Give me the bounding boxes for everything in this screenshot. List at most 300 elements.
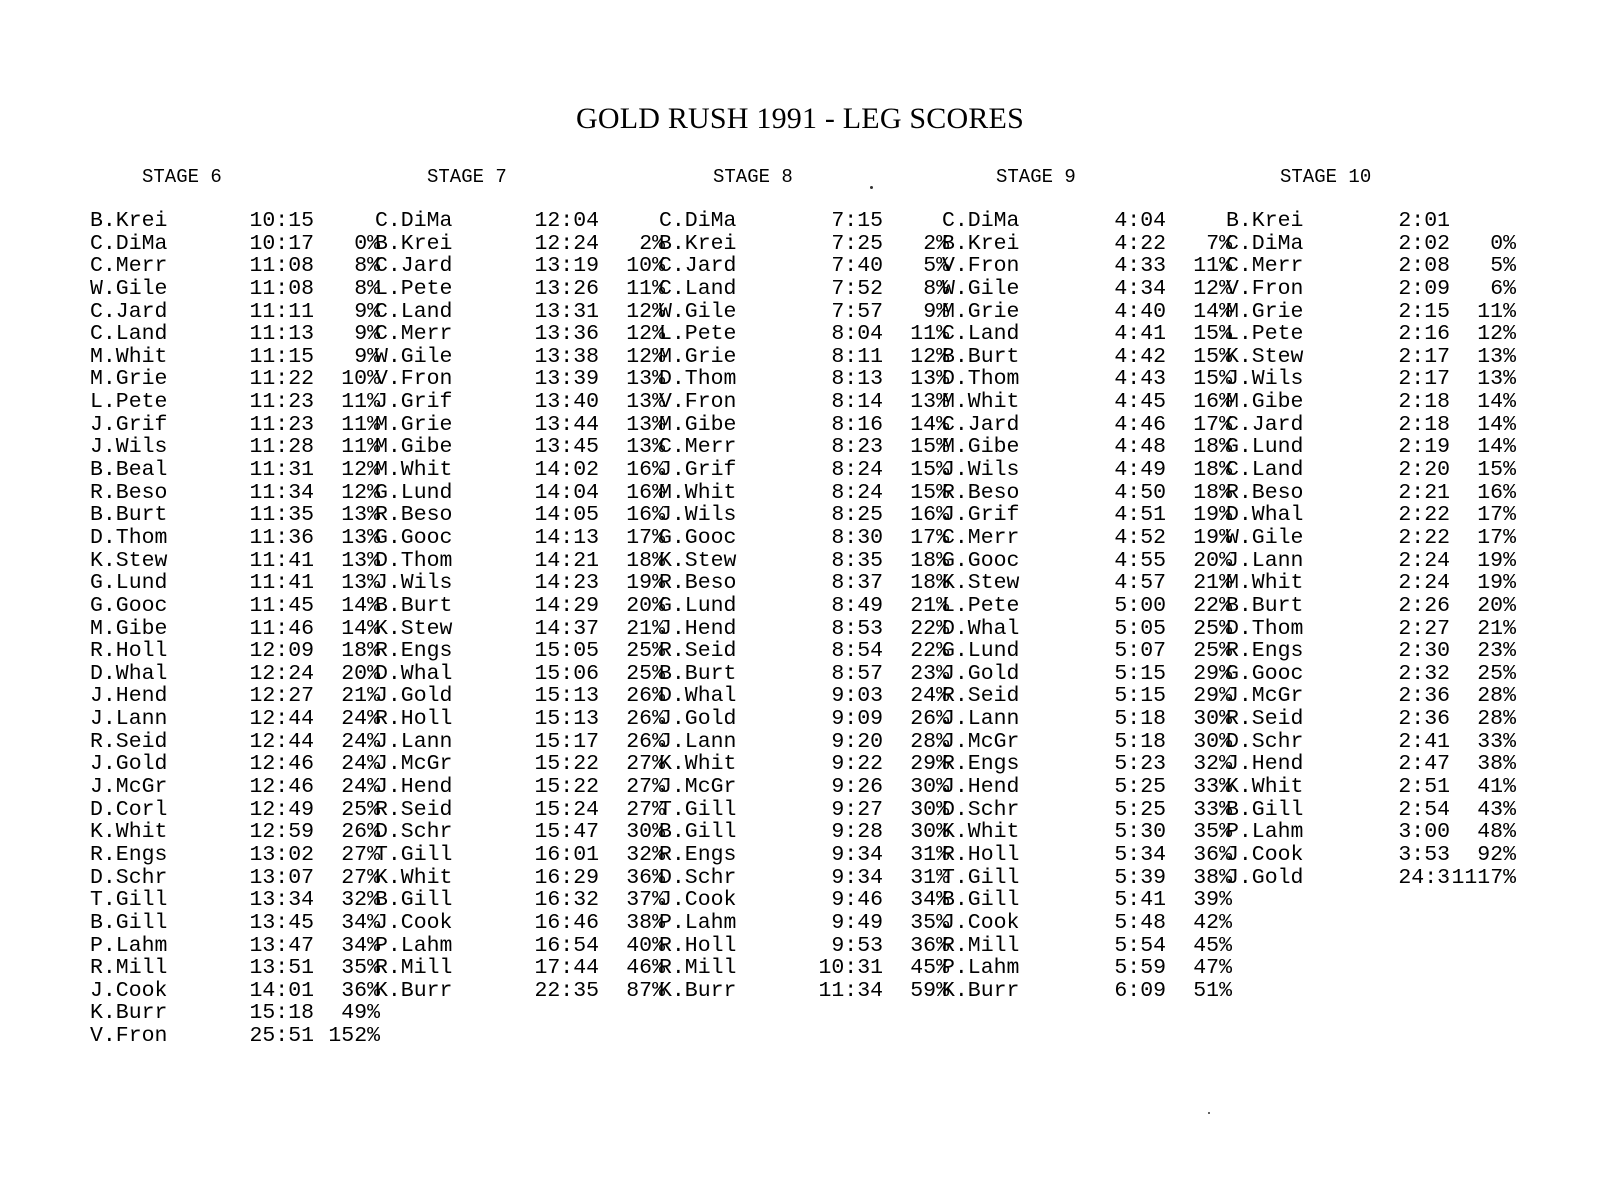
percent-behind: 21%	[1193, 571, 1232, 596]
competitor-name: R.Engs	[659, 842, 737, 867]
result-row	[1226, 753, 1516, 776]
competitor-name: K.Whit	[375, 865, 453, 890]
percent-behind: 17%	[1193, 412, 1232, 437]
leg-time: 15:06	[534, 661, 599, 686]
result-row	[942, 527, 1232, 550]
result-row	[942, 912, 1232, 935]
result-row	[659, 708, 949, 731]
competitor-name: B.Krei	[942, 231, 1020, 256]
leg-time: 11:46	[249, 616, 314, 641]
competitor-name: R.Beso	[90, 480, 168, 505]
result-row	[1226, 640, 1516, 663]
leg-time: 15:22	[534, 752, 599, 777]
leg-time: 16:32	[534, 888, 599, 913]
competitor-name: J.Wils	[90, 435, 168, 460]
competitor-name: B.Gill	[375, 888, 453, 913]
leg-time: 8:13	[831, 367, 883, 392]
competitor-name: B.Beal	[90, 458, 168, 483]
percent-behind: 35%	[341, 956, 380, 981]
result-row	[942, 708, 1232, 731]
competitor-name: C.DiMa	[375, 209, 453, 233]
percent-behind: 29%	[910, 752, 949, 777]
percent-behind: 13%	[1477, 367, 1516, 392]
percent-behind: 9%	[354, 299, 380, 324]
competitor-name: T.Gill	[375, 842, 453, 867]
leg-time: 2:02	[1398, 231, 1450, 256]
percent-behind: 14%	[910, 412, 949, 437]
result-row	[659, 618, 949, 641]
result-row	[942, 414, 1232, 437]
leg-time: 2:27	[1398, 616, 1450, 641]
competitor-name: J.Hend	[90, 684, 168, 709]
competitor-name: R.Engs	[942, 752, 1020, 777]
leg-time: 12:44	[249, 729, 314, 754]
percent-behind: 38%	[1477, 752, 1516, 777]
leg-time: 15:47	[534, 820, 599, 845]
stage-heading: STAGE 7	[427, 166, 507, 188]
result-row	[1226, 776, 1516, 799]
result-row	[375, 436, 665, 459]
percent-behind: 5%	[1490, 254, 1516, 279]
percent-behind: 27%	[626, 775, 665, 800]
leg-time: 11:34	[249, 480, 314, 505]
leg-time: 5:48	[1114, 910, 1166, 935]
percent-behind: 12%	[626, 322, 665, 347]
result-row	[1226, 414, 1516, 437]
leg-time: 16:46	[534, 910, 599, 935]
percent-behind: 11%	[341, 390, 380, 415]
stage-column	[375, 166, 665, 1003]
percent-behind: 13%	[341, 503, 380, 528]
percent-behind: 20%	[1477, 593, 1516, 618]
percent-behind: 28%	[910, 729, 949, 754]
leg-time: 4:55	[1114, 548, 1166, 573]
leg-time: 16:01	[534, 842, 599, 867]
competitor-name: K.Whit	[1226, 775, 1304, 800]
result-row	[1226, 867, 1516, 890]
result-row	[1226, 278, 1516, 301]
result-row	[942, 821, 1232, 844]
competitor-name: C.Jard	[90, 299, 168, 324]
leg-time: 8:49	[831, 593, 883, 618]
competitor-name: J.Hend	[659, 616, 737, 641]
result-row	[375, 935, 665, 958]
competitor-name: J.Gold	[90, 752, 168, 777]
result-row	[659, 459, 949, 482]
leg-time: 13:02	[249, 842, 314, 867]
result-row	[375, 799, 665, 822]
leg-time: 13:44	[534, 412, 599, 437]
percent-behind: 8%	[354, 276, 380, 301]
leg-time: 15:13	[534, 707, 599, 732]
result-row	[90, 210, 380, 233]
percent-behind: 47%	[1193, 956, 1232, 981]
result-row	[90, 301, 380, 324]
result-row	[375, 368, 665, 391]
leg-time: 2:17	[1398, 344, 1450, 369]
result-row	[659, 391, 949, 414]
result-row	[659, 957, 949, 980]
result-row	[1226, 799, 1516, 822]
result-row	[942, 255, 1232, 278]
result-row	[375, 346, 665, 369]
competitor-name: P.Lahm	[942, 956, 1020, 981]
leg-time: 13:07	[249, 865, 314, 890]
percent-behind: 16%	[626, 458, 665, 483]
competitor-name: B.Gill	[942, 888, 1020, 913]
result-row	[942, 233, 1232, 256]
percent-behind: 11%	[1193, 254, 1232, 279]
result-row	[1226, 210, 1516, 233]
leg-time: 9:49	[831, 910, 883, 935]
percent-behind: 34%	[341, 933, 380, 958]
leg-time: 14:05	[534, 503, 599, 528]
result-row	[90, 527, 380, 550]
percent-behind: 7%	[1206, 231, 1232, 256]
percent-behind: 31%	[910, 865, 949, 890]
percent-behind: 13%	[626, 367, 665, 392]
competitor-name: P.Lahm	[659, 910, 737, 935]
competitor-name: C.Land	[90, 322, 168, 347]
result-row	[659, 572, 949, 595]
percent-behind: 32%	[626, 842, 665, 867]
result-row	[90, 799, 380, 822]
percent-behind: 30%	[910, 797, 949, 822]
competitor-name: D.Thom	[1226, 616, 1304, 641]
result-row	[659, 663, 949, 686]
competitor-name: C.Jard	[659, 254, 737, 279]
stage-results-list	[1226, 210, 1516, 889]
leg-time: 10:31	[818, 956, 883, 981]
result-row	[375, 301, 665, 324]
percent-behind: 13%	[626, 435, 665, 460]
percent-behind: 30%	[626, 820, 665, 845]
result-row	[375, 459, 665, 482]
competitor-name: M.Gibe	[942, 435, 1020, 460]
competitor-name: C.DiMa	[90, 231, 168, 256]
percent-behind: 9%	[354, 344, 380, 369]
percent-behind: 27%	[341, 865, 380, 890]
competitor-name: M.Gibe	[1226, 390, 1304, 415]
leg-time: 2:24	[1398, 571, 1450, 596]
competitor-name: D.Whal	[659, 684, 737, 709]
leg-time: 9:46	[831, 888, 883, 913]
percent-behind: 38%	[626, 910, 665, 935]
result-row	[659, 867, 949, 890]
competitor-name: D.Thom	[90, 525, 168, 550]
percent-behind: 31%	[910, 842, 949, 867]
leg-time: 3:00	[1398, 820, 1450, 845]
leg-time: 9:20	[831, 729, 883, 754]
competitor-name: D.Schr	[942, 797, 1020, 822]
leg-time: 2:47	[1398, 752, 1450, 777]
competitor-name: K.Stew	[1226, 344, 1304, 369]
percent-behind: 15%	[1193, 344, 1232, 369]
leg-time: 13:26	[534, 276, 599, 301]
competitor-name: J.Cook	[1226, 842, 1304, 867]
leg-time: 25:51	[249, 1024, 314, 1049]
result-row	[90, 550, 380, 573]
competitor-name: J.Wils	[1226, 367, 1304, 392]
leg-time: 11:15	[249, 344, 314, 369]
percent-behind: 16%	[1477, 480, 1516, 505]
percent-behind: 13%	[341, 571, 380, 596]
result-row	[942, 935, 1232, 958]
competitor-name: K.Stew	[375, 616, 453, 641]
competitor-name: J.Lann	[942, 707, 1020, 732]
result-row	[375, 685, 665, 708]
leg-time: 9:26	[831, 775, 883, 800]
percent-behind: 19%	[1193, 503, 1232, 528]
leg-time: 9:53	[831, 933, 883, 958]
leg-time: 2:26	[1398, 593, 1450, 618]
leg-time: 12:44	[249, 707, 314, 732]
percent-behind: 21%	[626, 616, 665, 641]
leg-time: 4:49	[1114, 458, 1166, 483]
result-row	[90, 640, 380, 663]
percent-behind: 9%	[354, 322, 380, 347]
leg-time: 2:15	[1398, 299, 1450, 324]
result-row	[942, 368, 1232, 391]
percent-behind: 45%	[910, 956, 949, 981]
percent-behind: 16%	[626, 503, 665, 528]
competitor-name: K.Whit	[659, 752, 737, 777]
percent-behind: 51%	[1193, 978, 1232, 1003]
competitor-name: B.Burt	[1226, 593, 1304, 618]
stage-heading: STAGE 8	[713, 166, 793, 188]
competitor-name: D.Corl	[90, 797, 168, 822]
leg-time: 14:29	[534, 593, 599, 618]
result-row	[90, 572, 380, 595]
competitor-name: J.Cook	[90, 978, 168, 1003]
leg-time: 2:16	[1398, 322, 1450, 347]
percent-behind: 19%	[1477, 571, 1516, 596]
competitor-name: L.Pete	[90, 390, 168, 415]
result-row	[942, 685, 1232, 708]
leg-time: 7:40	[831, 254, 883, 279]
stage-heading: STAGE 9	[996, 166, 1076, 188]
leg-time: 2:41	[1398, 729, 1450, 754]
competitor-name: G.Gooc	[90, 593, 168, 618]
result-row	[942, 663, 1232, 686]
competitor-name: J.Grif	[375, 390, 453, 415]
percent-behind: 38%	[1193, 865, 1232, 890]
leg-time: 13:45	[534, 435, 599, 460]
percent-behind: 24%	[341, 752, 380, 777]
result-row	[375, 391, 665, 414]
competitor-name: W.Gile	[375, 344, 453, 369]
percent-behind: 37%	[626, 888, 665, 913]
result-row	[90, 346, 380, 369]
result-row	[942, 618, 1232, 641]
result-row	[1226, 685, 1516, 708]
competitor-name: G.Gooc	[1226, 661, 1304, 686]
competitor-name: M.Gibe	[375, 435, 453, 460]
competitor-name: P.Lahm	[375, 933, 453, 958]
competitor-name: D.Schr	[1226, 729, 1304, 754]
percent-behind: 16%	[910, 503, 949, 528]
leg-time: 11:36	[249, 525, 314, 550]
percent-behind: 16%	[626, 480, 665, 505]
percent-behind: 15%	[1477, 458, 1516, 483]
percent-behind: 19%	[626, 571, 665, 596]
percent-behind: 18%	[626, 548, 665, 573]
competitor-name: R.Engs	[90, 842, 168, 867]
leg-time: 13:40	[534, 390, 599, 415]
leg-time: 5:54	[1114, 933, 1166, 958]
leg-time: 4:48	[1114, 435, 1166, 460]
leg-time: 8:23	[831, 435, 883, 460]
result-row	[90, 685, 380, 708]
leg-time: 11:31	[249, 458, 314, 483]
competitor-name: J.McGr	[1226, 684, 1304, 709]
result-row	[375, 980, 665, 1003]
result-row	[659, 821, 949, 844]
result-row	[1226, 301, 1516, 324]
leg-time: 4:45	[1114, 390, 1166, 415]
leg-time: 12:04	[534, 209, 599, 233]
competitor-name: C.DiMa	[942, 209, 1020, 233]
percent-behind: 1117%	[1451, 865, 1516, 890]
competitor-name: J.Lann	[1226, 548, 1304, 573]
competitor-name: R.Holl	[90, 639, 168, 664]
leg-time: 5:23	[1114, 752, 1166, 777]
competitor-name: V.Fron	[375, 367, 453, 392]
result-row	[942, 504, 1232, 527]
competitor-name: K.Whit	[942, 820, 1020, 845]
leg-time: 2:21	[1398, 480, 1450, 505]
result-row	[90, 889, 380, 912]
result-row	[90, 368, 380, 391]
leg-time: 15:22	[534, 775, 599, 800]
competitor-name: G.Gooc	[375, 525, 453, 550]
result-row	[1226, 595, 1516, 618]
percent-behind: 14%	[1477, 390, 1516, 415]
leg-time: 2:17	[1398, 367, 1450, 392]
leg-time: 8:14	[831, 390, 883, 415]
leg-time: 13:34	[249, 888, 314, 913]
competitor-name: K.Stew	[942, 571, 1020, 596]
leg-time: 8:16	[831, 412, 883, 437]
result-row	[375, 233, 665, 256]
leg-time: 2:18	[1398, 390, 1450, 415]
percent-behind: 33%	[1193, 797, 1232, 822]
leg-time: 22:35	[534, 978, 599, 1003]
leg-time: 8:37	[831, 571, 883, 596]
competitor-name: B.Gill	[90, 910, 168, 935]
result-row	[375, 753, 665, 776]
percent-behind: 15%	[1193, 367, 1232, 392]
stage-column	[942, 166, 1232, 1003]
competitor-name: J.Gold	[375, 684, 453, 709]
competitor-name: C.Jard	[942, 412, 1020, 437]
competitor-name: B.Gill	[659, 820, 737, 845]
competitor-name: R.Mill	[90, 956, 168, 981]
percent-behind: 19%	[1477, 548, 1516, 573]
competitor-name: D.Whal	[942, 616, 1020, 641]
competitor-name: B.Krei	[659, 231, 737, 256]
leg-time: 5:05	[1114, 616, 1166, 641]
percent-behind: 13%	[341, 525, 380, 550]
leg-time: 2:08	[1398, 254, 1450, 279]
result-row	[375, 821, 665, 844]
percent-behind: 23%	[1477, 639, 1516, 664]
leg-time: 4:40	[1114, 299, 1166, 324]
percent-behind: 34%	[910, 888, 949, 913]
result-row	[659, 233, 949, 256]
leg-time: 9:28	[831, 820, 883, 845]
result-row	[90, 663, 380, 686]
percent-behind: 13%	[626, 390, 665, 415]
result-row	[659, 799, 949, 822]
document-title: GOLD RUSH 1991 - LEG SCORES	[576, 102, 1024, 135]
result-row	[659, 550, 949, 573]
competitor-name: B.Krei	[1226, 209, 1304, 233]
leg-time: 17:44	[534, 956, 599, 981]
percent-behind: 46%	[626, 956, 665, 981]
leg-time: 5:25	[1114, 775, 1166, 800]
percent-behind: 28%	[1477, 707, 1516, 732]
result-row	[942, 459, 1232, 482]
percent-behind: 16%	[1193, 390, 1232, 415]
competitor-name: K.Burr	[659, 978, 737, 1003]
result-row	[375, 844, 665, 867]
leg-time: 2:01	[1398, 209, 1450, 233]
result-row	[942, 595, 1232, 618]
leg-time: 14:23	[534, 571, 599, 596]
result-row	[659, 844, 949, 867]
leg-time: 5:41	[1114, 888, 1166, 913]
competitor-name: V.Fron	[659, 390, 737, 415]
percent-behind: 45%	[1193, 933, 1232, 958]
percent-behind: 152%	[328, 1024, 380, 1049]
result-row	[942, 731, 1232, 754]
leg-time: 9:34	[831, 842, 883, 867]
percent-behind: 14%	[1477, 435, 1516, 460]
result-row	[659, 776, 949, 799]
percent-behind: 33%	[1193, 775, 1232, 800]
percent-behind: 24%	[341, 729, 380, 754]
competitor-name: J.Grif	[942, 503, 1020, 528]
result-row	[942, 550, 1232, 573]
leg-time: 13:36	[534, 322, 599, 347]
competitor-name: G.Lund	[90, 571, 168, 596]
leg-time: 5:15	[1114, 684, 1166, 709]
percent-behind: 14%	[341, 593, 380, 618]
percent-behind: 11%	[1477, 299, 1516, 324]
competitor-name: R.Beso	[942, 480, 1020, 505]
leg-time: 11:28	[249, 435, 314, 460]
leg-time: 4:04	[1114, 209, 1166, 233]
leg-time: 14:04	[534, 480, 599, 505]
leg-time: 2:22	[1398, 503, 1450, 528]
result-row	[90, 436, 380, 459]
result-row	[375, 210, 665, 233]
percent-behind: 28%	[1477, 684, 1516, 709]
percent-behind: 11%	[341, 435, 380, 460]
percent-behind: 22%	[910, 616, 949, 641]
leg-time: 2:51	[1398, 775, 1450, 800]
competitor-name: J.Gold	[942, 661, 1020, 686]
competitor-name: R.Seid	[1226, 707, 1304, 732]
result-row	[1226, 368, 1516, 391]
competitor-name: W.Gile	[1226, 525, 1304, 550]
competitor-name: M.Gibe	[659, 412, 737, 437]
result-row	[375, 912, 665, 935]
result-row	[90, 414, 380, 437]
percent-behind: 5%	[923, 254, 949, 279]
result-row	[90, 731, 380, 754]
